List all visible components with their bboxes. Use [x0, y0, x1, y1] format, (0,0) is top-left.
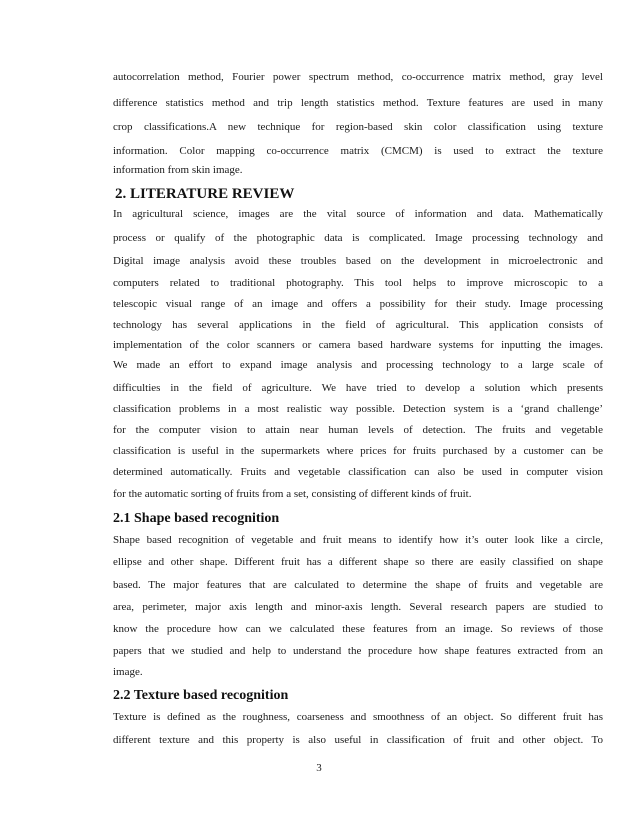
- text-line: for the automatic sorting of fruits from a set, consisting of different kinds of fruit.: [113, 488, 472, 500]
- text-line: image.: [113, 666, 143, 678]
- page-number: 3: [316, 762, 322, 774]
- text-line: process or qualify of the photographic data is complicated. Image processing technology and: [113, 232, 603, 244]
- text-line: crop classifications.A new technique for region-based skin color classification using texture: [113, 121, 603, 133]
- text-line: autocorrelation method, Fourier power spectrum method, co-occurrence matrix method, gray level: [113, 71, 603, 83]
- text-line: area, perimeter, major axis length and minor-axis length. Several research papers are studied to: [113, 601, 603, 613]
- text-line: Texture is defined as the roughness, coarseness and smoothness of an object. So different fruit has: [113, 711, 603, 723]
- text-line: telescopic visual range of an image and offers a possibility for their study. Image processing: [113, 298, 603, 310]
- text-line: We made an effort to expand image analysis and processing technology to a large scale of: [113, 359, 603, 371]
- text-line: implementation of the color scanners or camera based hardware systems for inputting the images.: [113, 339, 603, 351]
- text-line: information from skin image.: [113, 164, 243, 176]
- text-line: for the computer vision to attain near human levels of detection. The fruits and vegetable: [113, 424, 603, 436]
- text-line: computers related to traditional photography. This tool helps to improve microscopic to a: [113, 277, 603, 289]
- text-line: different texture and this property is also useful in classification of fruit and other object. To: [113, 734, 603, 746]
- section-heading-literature-review: 2. LITERATURE REVIEW: [115, 186, 295, 202]
- section-heading-shape-based: 2.1 Shape based recognition: [113, 511, 280, 526]
- text-line: difficulties in the field of agriculture. We have tried to develop a solution which presents: [113, 382, 603, 394]
- text-line: know the procedure how can we calculated these features from an image. So reviews of those: [113, 623, 603, 635]
- text-line: In agricultural science, images are the vital source of information and data. Mathematically: [113, 208, 603, 220]
- text-line: ellipse and other shape. Different fruit has a different shape so there are easily classified on shape: [113, 556, 603, 568]
- text-line: classification is useful in the supermarkets where prices for fruits purchased by a customer can be: [113, 445, 603, 457]
- text-line: Digital image analysis avoid these troubles based on the development in microelectronic and: [113, 255, 603, 267]
- text-line: classification problems in a most realistic way possible. Detection system is a ‘grand challenge’: [113, 403, 603, 415]
- text-line: information. Color mapping co-occurrence matrix (CMCM) is used to extract the texture: [113, 145, 603, 157]
- text-line: based. The major features that are calculated to determine the shape of fruits and vegetable are: [113, 579, 603, 591]
- text-line: difference statistics method and trip length statistics method. Texture features are used in many: [113, 97, 603, 109]
- text-line: Shape based recognition of vegetable and fruit means to identify how it’s outer look like a circle,: [113, 534, 603, 546]
- text-line: technology has several applications in the field of agricultural. This application consists of: [113, 319, 603, 331]
- section-heading-texture-based: 2.2 Texture based recognition: [113, 688, 289, 703]
- text-line: determined automatically. Fruits and vegetable classification can also be used in computer vision: [113, 466, 603, 478]
- text-line: papers that we studied and help to understand the procedure how shape features extracted from an: [113, 645, 603, 657]
